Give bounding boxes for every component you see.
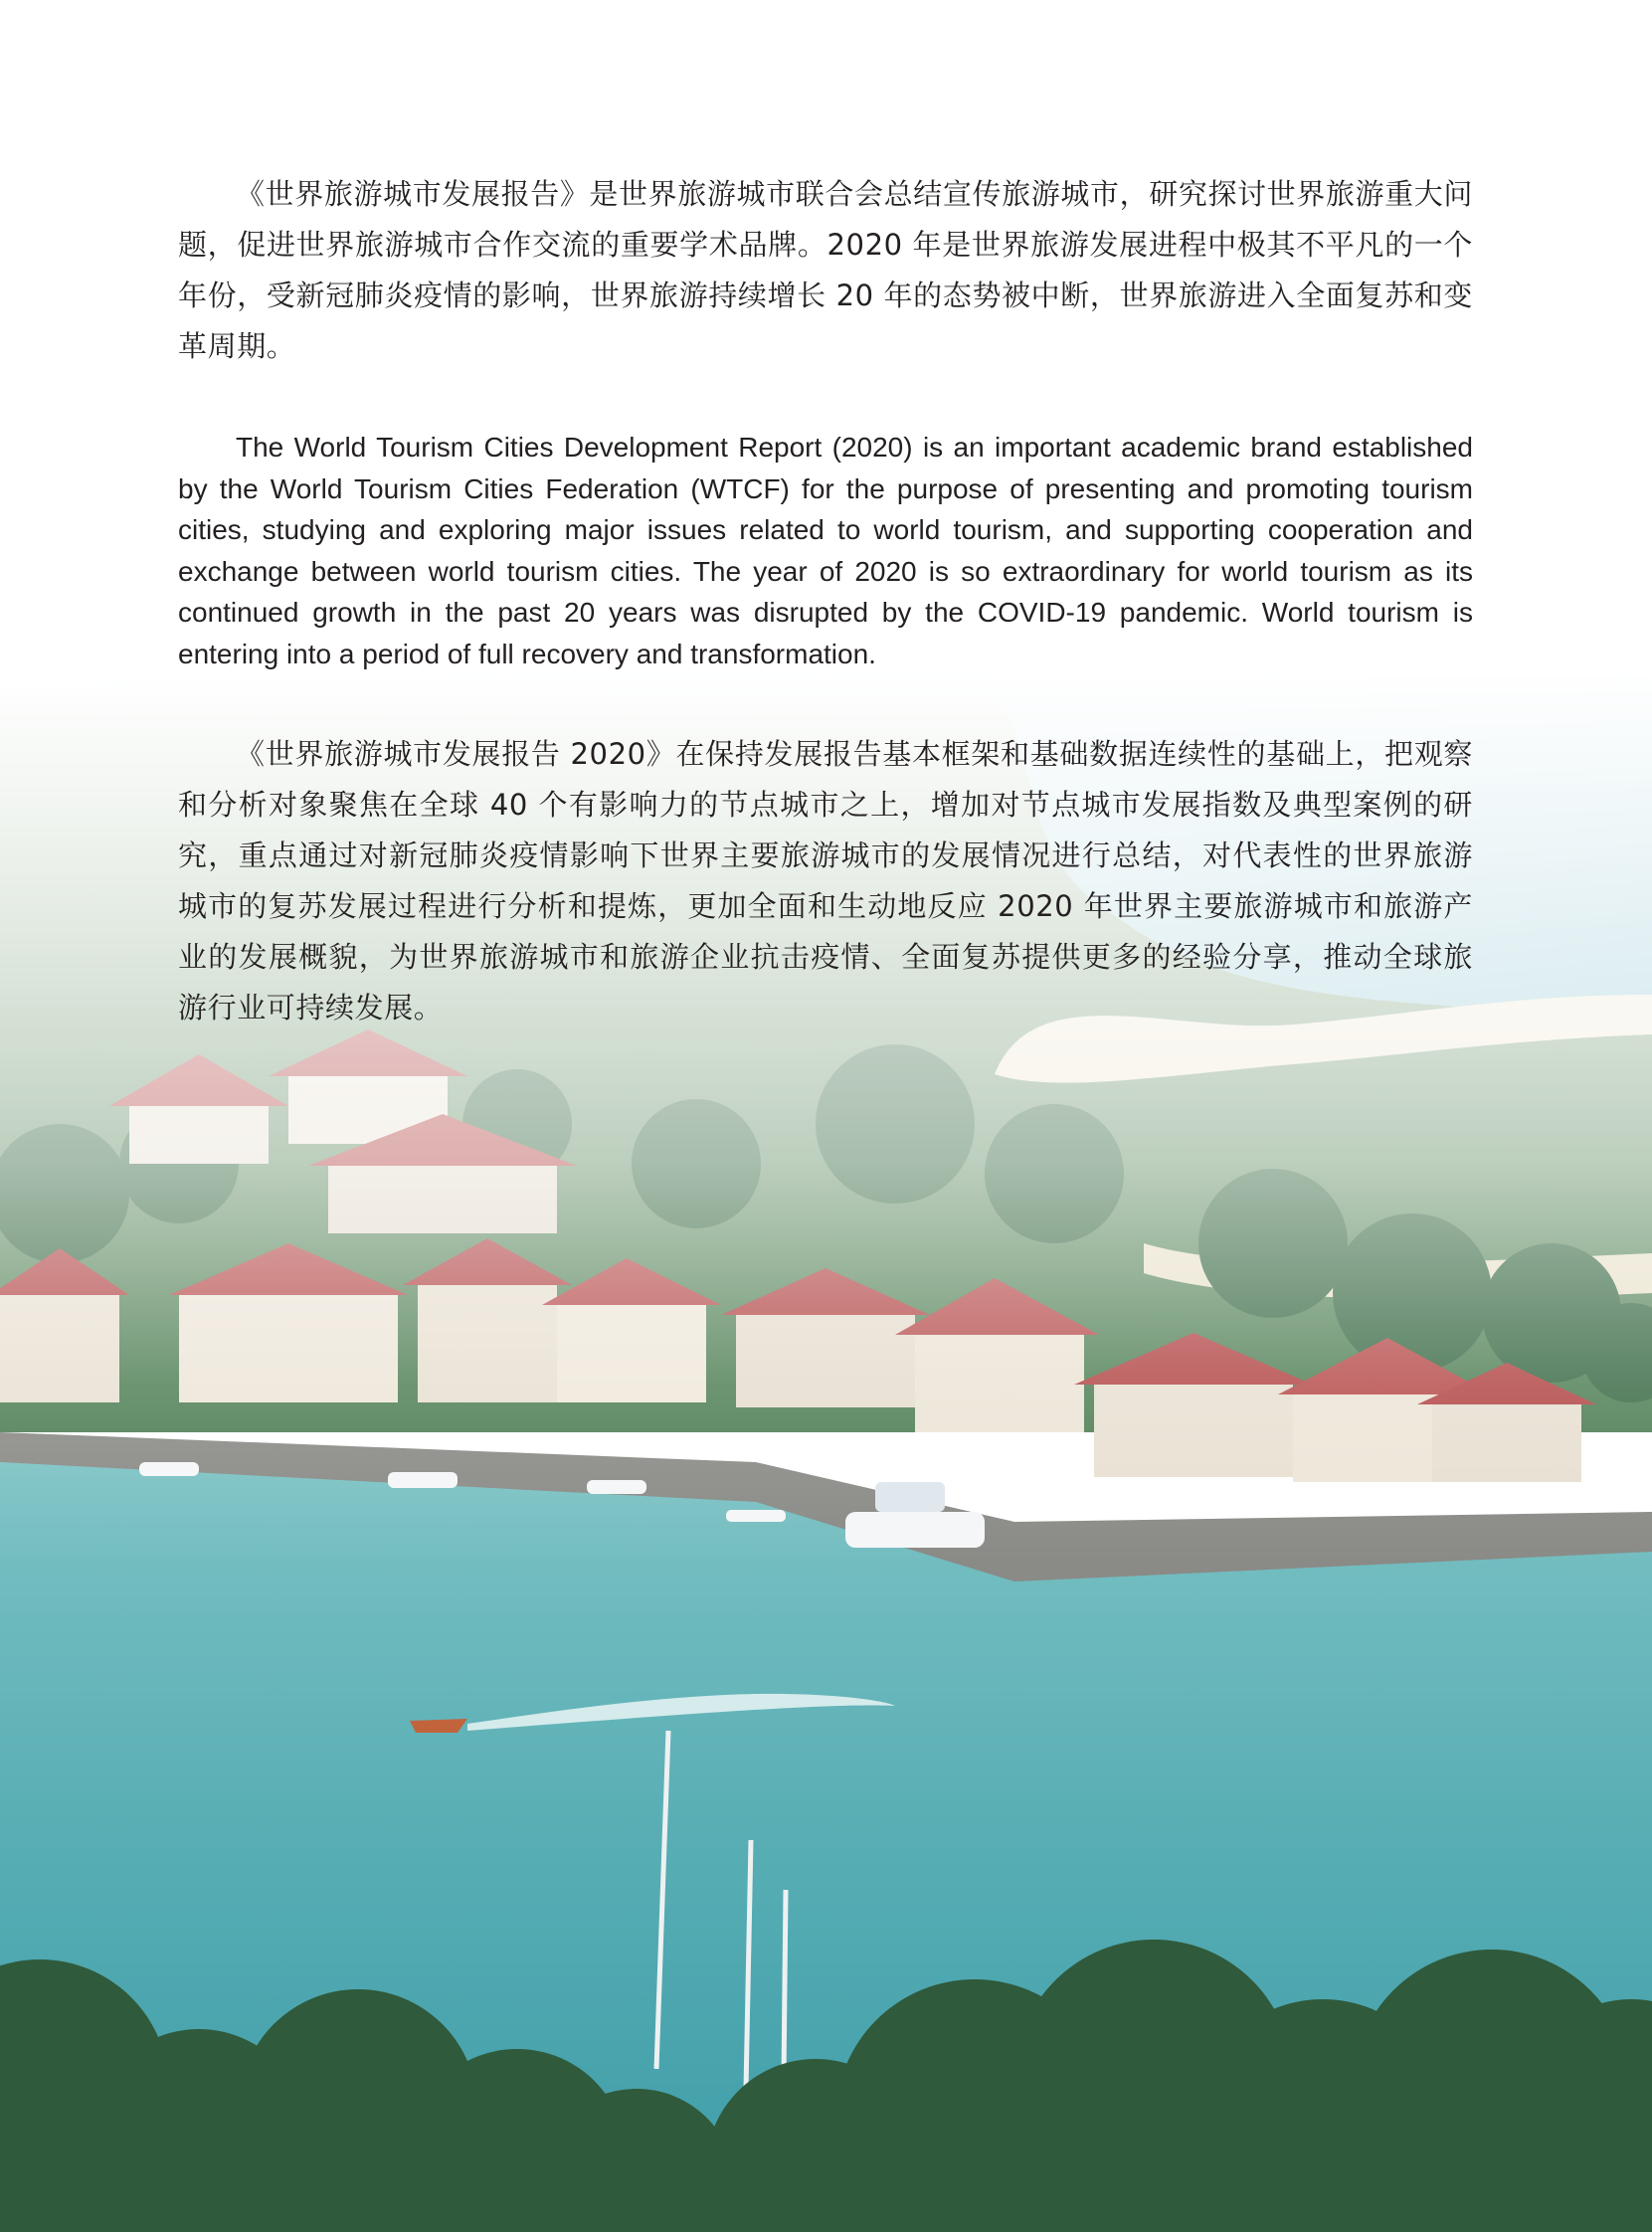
report-intro-text [178, 169, 1473, 1033]
intro-paragraph-zh-2: 《世界旅游城市发展报告 2020》在保持发展报告基本框架和基础数据连续性的基础上，把观察和分析对象聚焦在全球 40 个有影响力的节点城市之上，增加对节点城市发展指数及典型案例的研究，重点通过对新冠肺炎疫情影响下世界主要旅游城市的发展情况进行总结，对代表性的世界旅游城市的复苏发展过程进行分析和提炼，更加全面和生动地反应 2020 年世界主要旅游城市和旅游产业的发展概貌，为世界旅游城市和旅游企业抗击疫情、全面复苏提供更多的经验分享，推动全球旅游行业可持续发展。 [178, 737, 1473, 1024]
intro-paragraph-zh-1: 《世界旅游城市发展报告》是世界旅游城市联合会总结宣传旅游城市，研究探讨世界旅游重大问题，促进世界旅游城市合作交流的重要学术品牌。2020 年是世界旅游发展进程中极其不平凡的一个年份，受新冠肺炎疫情的影响，世界旅游持续增长 20 年的态势被中断，世界旅游进入全面复苏和变革周期。 [178, 177, 1473, 363]
intro-paragraph-en: The World Tourism Cities Development Report (2020) is an important academic brand established by the World Tourism Cities Federation (WTCF) for the purpose of presenting and promoting tourism cities, studying and exploring major issues related to world tourism, and supporting cooperation and exchange between world tourism cities. The year of 2020 is so extraordinary for world tourism as its continued growth in the past 20 years was disrupted by the COVID-19 pandemic. World tourism is entering into a period of full recovery and transformation. [178, 432, 1473, 669]
